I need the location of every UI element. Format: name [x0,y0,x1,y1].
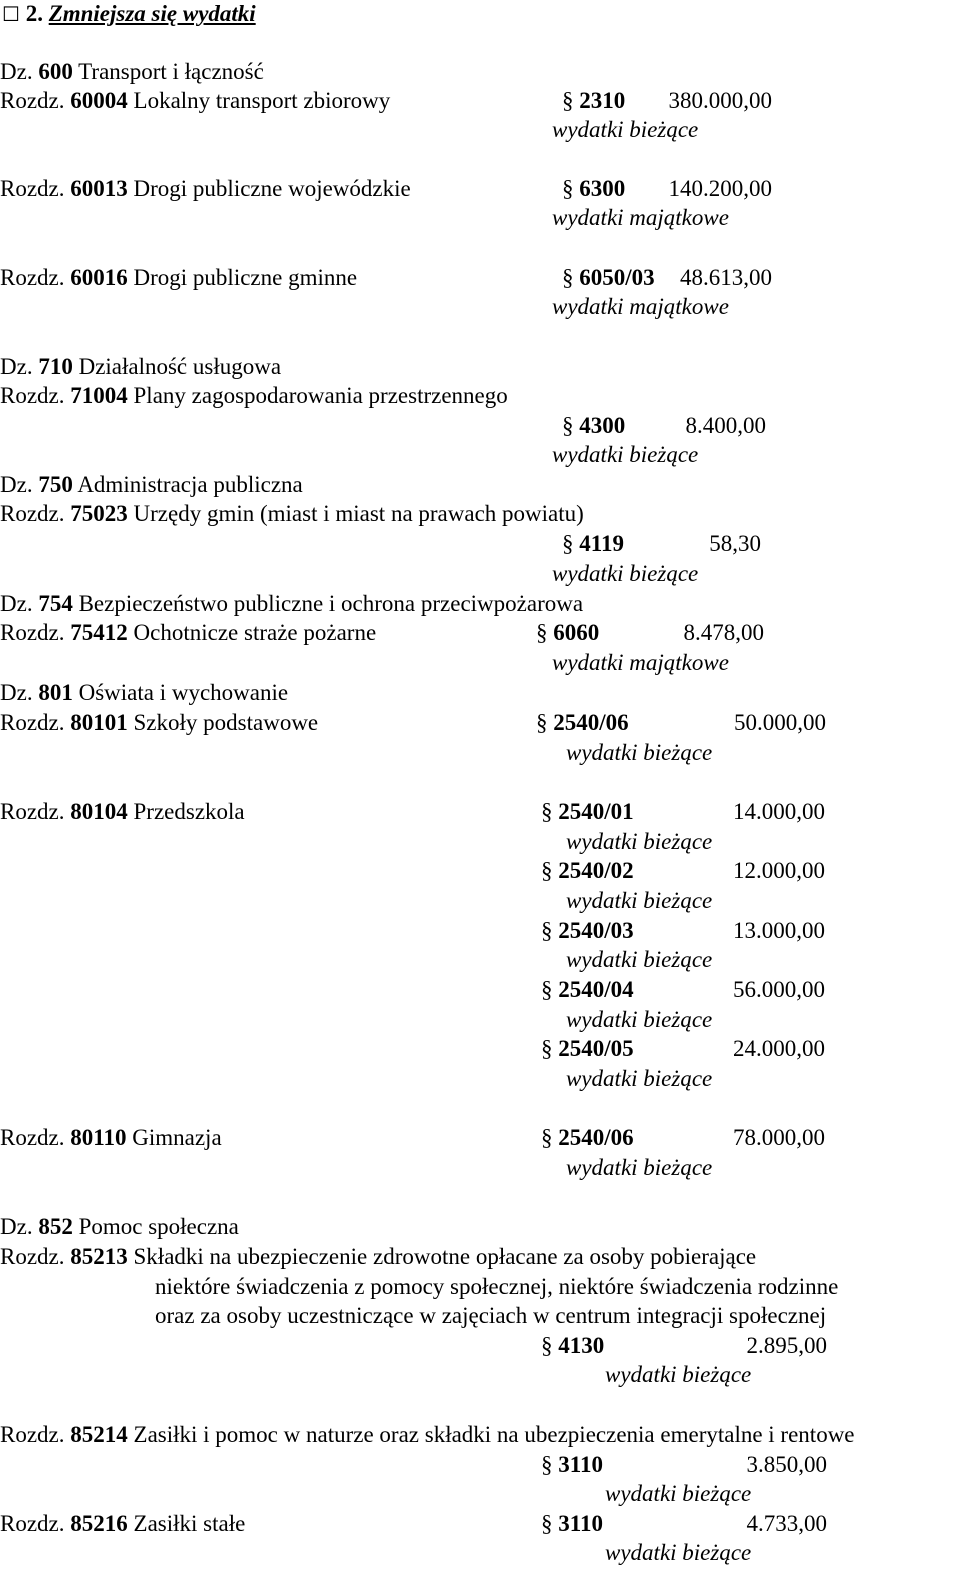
expense-type: wydatki bieżące [605,1481,752,1506]
expense-type: wydatki bieżące [552,442,699,467]
amount: 24.000,00 [733,1036,825,1061]
rozdz-75023: Rozdz. 75023 Urzędy gmin (miast i miast na prawach powiatu) [0,501,584,526]
dz-801: Dz. 801 Oświata i wychowanie [0,680,289,705]
rozdz-85214: Rozdz. 85214 Zasiłki i pomoc w naturze oraz składki na ubezpieczenia emerytalne i rentowe [0,1422,855,1447]
expense-type: wydatki bieżące [566,1155,713,1180]
expense-type: wydatki majątkowe [552,650,729,675]
paragraph-3110: § 3110 [541,1452,603,1477]
expense-type: wydatki bieżące [605,1540,752,1565]
expense-type: wydatki bieżące [552,117,699,142]
paragraph-4119: § 4119 [562,531,624,556]
amount: 8.478,00 [683,620,764,645]
amount: 48.613,00 [680,265,772,290]
checkbox-icon: ☐ [2,4,20,26]
paragraph-3110: § 3110 [541,1511,603,1536]
amount: 380.000,00 [668,88,772,113]
amount: 14.000,00 [733,799,825,824]
dz-750: Dz. 750 Administracja publiczna [0,472,303,497]
rozdz-71004: Rozdz. 71004 Plany zagospodarowania przestrzennego [0,383,508,408]
rozdz-80101: Rozdz. 80101 Szkoły podstawowe [0,710,319,735]
dz-710: Dz. 710 Działalność usługowa [0,354,282,379]
paragraph-2540-06: § 2540/06 [541,1125,634,1150]
amount: 58,30 [709,531,761,556]
paragraph-4130: § 4130 [541,1333,605,1358]
rozdz-60016: Rozdz. 60016 Drogi publiczne gminne [0,265,358,290]
paragraph-6050-03: § 6050/03 [562,265,655,290]
amount: 3.850,00 [746,1452,827,1477]
amount: 12.000,00 [733,858,825,883]
expense-type: wydatki bieżące [566,829,713,854]
rozdz-75412: Rozdz. 75412 Ochotnicze straże pożarne [0,620,377,645]
paragraph-2540-05: § 2540/05 [541,1036,634,1061]
amount: 56.000,00 [733,977,825,1002]
rozdz-80104: Rozdz. 80104 Przedszkola [0,799,245,824]
heading-number: 2. [25,1,43,26]
rozdz-60013: Rozdz. 60013 Drogi publiczne wojewódzkie [0,176,411,201]
expense-type: wydatki bieżące [566,1007,713,1032]
amount: 8.400,00 [685,413,766,438]
rozdz-85213-cont-1: niektóre świadczenia z pomocy społecznej, niektóre świadczenia rodzinne [155,1274,839,1299]
section-heading [2,0,256,29]
paragraph-2540-04: § 2540/04 [541,977,634,1002]
paragraph-4300: § 4300 [562,413,626,438]
rozdz-85213-cont-2: oraz za osoby uczestniczące w zajęciach w centrum integracji społecznej [155,1303,827,1328]
paragraph-6300: § 6300 [562,176,626,201]
paragraph-2540-02: § 2540/02 [541,858,634,883]
amount: 2.895,00 [746,1333,827,1358]
amount: 4.733,00 [746,1511,827,1536]
expense-type: wydatki bieżące [566,947,713,972]
amount: 13.000,00 [733,918,825,943]
paragraph-2540-03: § 2540/03 [541,918,634,943]
amount: 50.000,00 [734,710,826,735]
dz-600: Dz. 600 Transport i łączność [0,59,264,84]
paragraph-6060: § 6060 [536,620,600,645]
expense-type: wydatki bieżące [566,888,713,913]
expense-type: wydatki bieżące [605,1362,752,1387]
expense-type: wydatki bieżące [566,740,713,765]
expense-type: wydatki majątkowe [552,205,729,230]
rozdz-85213: Rozdz. 85213 Składki na ubezpieczenie zdrowotne opłacane za osoby pobierające [0,1244,757,1269]
expense-type: wydatki bieżące [566,1066,713,1091]
rozdz-60004: Rozdz. 60004 Lokalny transport zbiorowy [0,88,391,113]
rozdz-85216: Rozdz. 85216 Zasiłki stałe [0,1511,246,1536]
heading-title: Zmniejsza się wydatki [48,1,256,26]
paragraph-2540-01: § 2540/01 [541,799,634,824]
expense-type: wydatki majątkowe [552,294,729,319]
dz-852: Dz. 852 Pomoc społeczna [0,1214,239,1239]
expense-type: wydatki bieżące [552,561,699,586]
paragraph-2310: § 2310 [562,88,626,113]
paragraph-2540-06: § 2540/06 [536,710,629,735]
rozdz-80110: Rozdz. 80110 Gimnazja [0,1125,222,1150]
amount: 140.200,00 [668,176,772,201]
dz-754: Dz. 754 Bezpieczeństwo publiczne i ochrona przeciwpożarowa [0,591,584,616]
amount: 78.000,00 [733,1125,825,1150]
